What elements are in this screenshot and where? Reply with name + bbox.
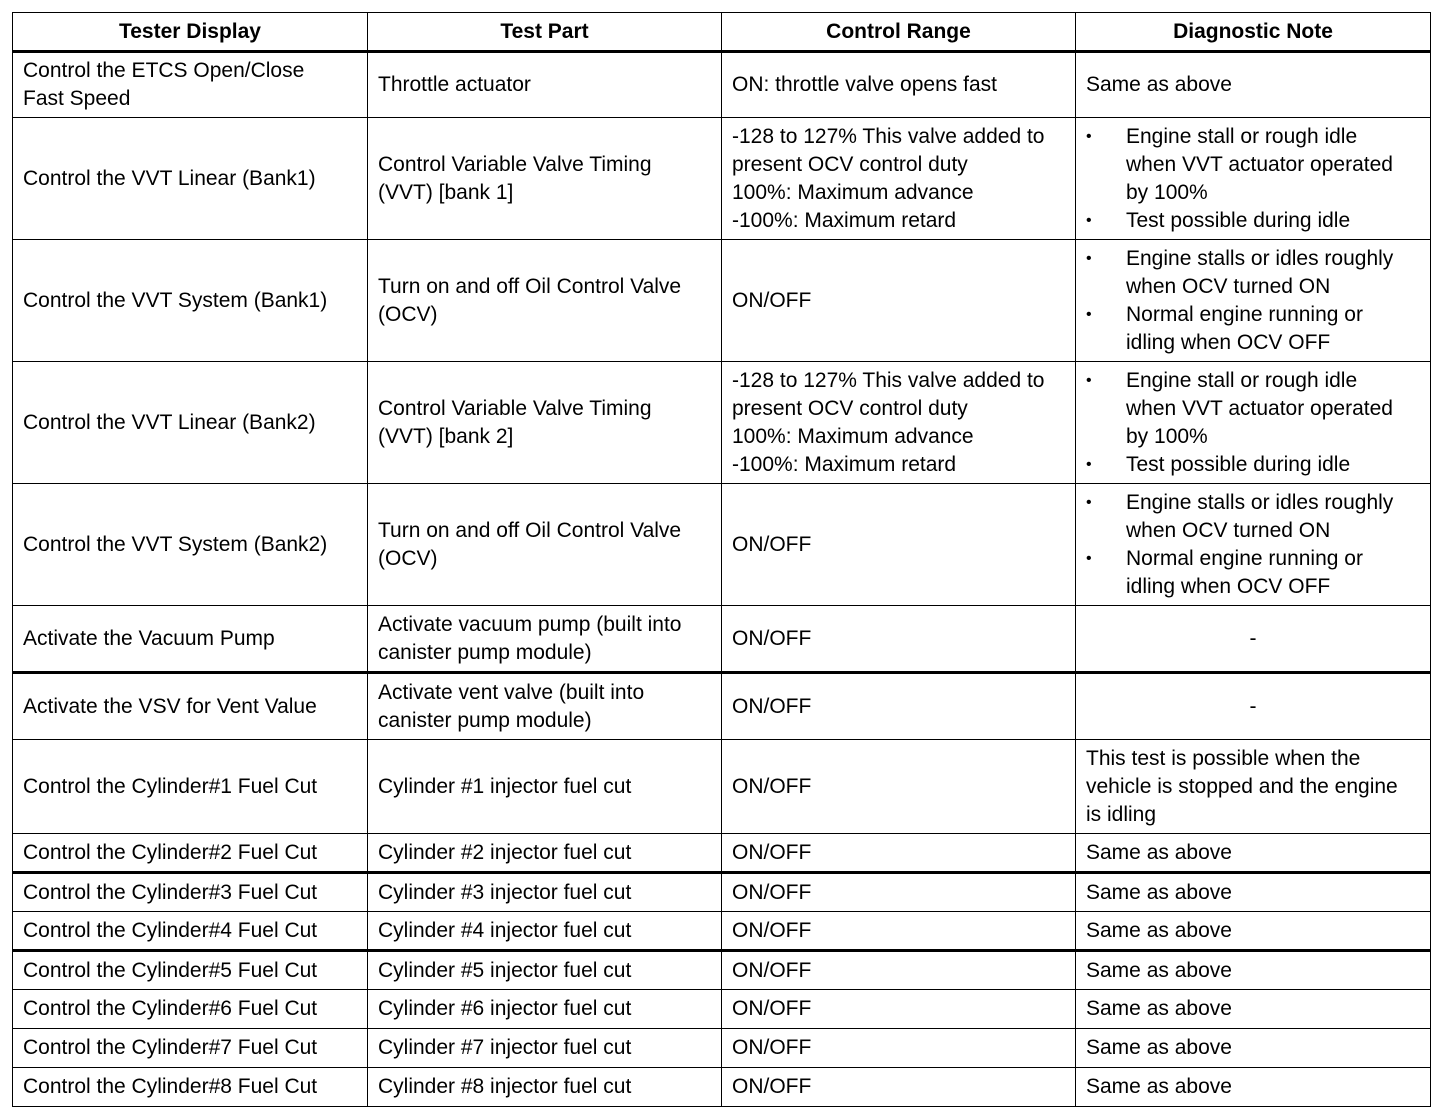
cell-control-range	[722, 240, 1076, 362]
cell-tester-display	[13, 1068, 368, 1107]
cell-tester-display	[13, 912, 368, 951]
cell-line: Activate the VSV for Vent Value	[23, 694, 317, 718]
cell-line: Control the ETCS Open/Close	[23, 59, 305, 82]
cell-tester-display	[13, 951, 368, 990]
cell-diagnostic-note	[1076, 52, 1431, 118]
cell-line: Same as above	[1086, 958, 1232, 982]
cell-control-range	[722, 834, 1076, 873]
cell-line: present OCV control duty	[732, 152, 968, 176]
cell-test-part	[368, 673, 722, 740]
cell-line: Same as above	[1086, 73, 1232, 96]
table-row	[13, 912, 1431, 951]
cell-line: ON/OFF	[732, 694, 812, 718]
cell-line: -128 to 127% This valve added to	[732, 124, 1045, 148]
cell-line: • Engine stall or rough idle	[1126, 124, 1358, 148]
cell-line: Activate vent valve (built into	[378, 680, 645, 704]
cell-control-range	[722, 1068, 1076, 1107]
cell-line: • Normal engine running or	[1126, 302, 1363, 326]
table-row	[13, 990, 1431, 1029]
cell-line: Control Variable Valve Timing	[378, 152, 652, 176]
cell-diagnostic-note	[1076, 240, 1431, 362]
cell-line: Activate vacuum pump (built into	[378, 612, 682, 636]
note-bullet-item	[1086, 451, 1420, 479]
cell-line: • Engine stall or rough idle	[1126, 368, 1358, 392]
cell-line: -100%: Maximum retard	[732, 208, 957, 232]
cell-tester-display	[13, 673, 368, 740]
table-row	[13, 673, 1431, 740]
cell-line: Control the VVT System (Bank1)	[23, 288, 328, 312]
cell-line: ON: throttle valve opens fast	[732, 73, 997, 96]
cell-line: 100%: Maximum advance	[732, 424, 974, 448]
cell-line: • Engine stalls or idles roughly	[1126, 246, 1394, 270]
cell-line: Control the Cylinder#7 Fuel Cut	[23, 1036, 318, 1059]
note-bullet-item	[1086, 367, 1420, 451]
cell-line: (OCV)	[378, 302, 438, 326]
cell-line: ON/OFF	[732, 997, 812, 1020]
cell-line: idling when OCV OFF	[1126, 330, 1331, 354]
cell-line: idling when OCV OFF	[1126, 574, 1331, 598]
cell-line: when OCV turned ON	[1126, 518, 1331, 542]
cell-test-part	[368, 52, 722, 118]
table-body	[13, 52, 1431, 1107]
cell-line: Cylinder #4 injector fuel cut	[378, 918, 632, 942]
cell-line: is idling	[1086, 802, 1157, 826]
cell-line: ON/OFF	[732, 840, 812, 864]
table-row	[13, 951, 1431, 990]
cell-diagnostic-note	[1076, 740, 1431, 834]
cell-tester-display	[13, 240, 368, 362]
cell-line: This test is possible when the	[1086, 746, 1361, 770]
cell-line: -	[1249, 626, 1257, 650]
cell-line: Cylinder #6 injector fuel cut	[378, 997, 632, 1020]
cell-control-range	[722, 484, 1076, 606]
cell-test-part	[368, 990, 722, 1029]
cell-line: Control the Cylinder#2 Fuel Cut	[23, 840, 318, 864]
cell-diagnostic-note	[1076, 951, 1431, 990]
cell-line: ON/OFF	[732, 532, 812, 556]
cell-line: Same as above	[1086, 840, 1232, 864]
note-bullet-list	[1086, 123, 1420, 235]
cell-tester-display	[13, 740, 368, 834]
cell-tester-display	[13, 606, 368, 673]
cell-line: Cylinder #2 injector fuel cut	[378, 840, 632, 864]
cell-line: -	[1249, 694, 1257, 718]
cell-line: Activate the Vacuum Pump	[23, 626, 275, 650]
cell-line: Control the Cylinder#6 Fuel Cut	[23, 997, 318, 1020]
table-row	[13, 873, 1431, 912]
cell-line: (OCV)	[378, 546, 438, 570]
cell-line: ON/OFF	[732, 918, 812, 942]
table-row	[13, 240, 1431, 362]
cell-tester-display	[13, 873, 368, 912]
cell-line: Cylinder #3 injector fuel cut	[378, 880, 632, 904]
cell-line: (VVT) [bank 1]	[378, 180, 514, 204]
cell-diagnostic-note	[1076, 606, 1431, 673]
cell-line: Control the Cylinder#3 Fuel Cut	[23, 880, 318, 904]
cell-line: by 100%	[1126, 424, 1208, 448]
table-row	[13, 740, 1431, 834]
cell-line: Same as above	[1086, 1036, 1232, 1059]
note-bullet-item	[1086, 123, 1420, 207]
cell-line: • Test possible during idle	[1126, 208, 1351, 232]
cell-control-range	[722, 606, 1076, 673]
table-row	[13, 606, 1431, 673]
header-row	[13, 13, 1431, 52]
header-test-part: Test Part	[368, 13, 722, 52]
cell-test-part	[368, 1029, 722, 1068]
cell-line: Same as above	[1086, 997, 1232, 1020]
cell-line: ON/OFF	[732, 1036, 812, 1059]
cell-line: Control the Cylinder#1 Fuel Cut	[23, 774, 318, 798]
cell-line: Control the Cylinder#8 Fuel Cut	[23, 1075, 318, 1098]
cell-line: present OCV control duty	[732, 396, 968, 420]
cell-line: when VVT actuator operated	[1126, 396, 1393, 420]
cell-tester-display	[13, 484, 368, 606]
cell-line: Control the Cylinder#4 Fuel Cut	[23, 918, 318, 942]
cell-line: Fast Speed	[23, 87, 131, 110]
cell-test-part	[368, 834, 722, 873]
cell-diagnostic-note	[1076, 484, 1431, 606]
cell-tester-display	[13, 118, 368, 240]
table-row	[13, 484, 1431, 606]
cell-line: Same as above	[1086, 918, 1232, 942]
cell-line: Control Variable Valve Timing	[378, 396, 652, 420]
cell-control-range	[722, 118, 1076, 240]
cell-line: ON/OFF	[732, 774, 812, 798]
cell-line: (VVT) [bank 2]	[378, 424, 514, 448]
table-row	[13, 834, 1431, 873]
cell-line: ON/OFF	[732, 626, 812, 650]
cell-line: ON/OFF	[732, 288, 812, 312]
cell-control-range	[722, 990, 1076, 1029]
cell-line: canister pump module)	[378, 640, 592, 664]
cell-diagnostic-note	[1076, 1029, 1431, 1068]
note-bullet-item	[1086, 545, 1420, 601]
cell-test-part	[368, 951, 722, 990]
cell-tester-display	[13, 52, 368, 118]
cell-line: Turn on and off Oil Control Valve	[378, 518, 682, 542]
cell-control-range	[722, 362, 1076, 484]
cell-line: Cylinder #1 injector fuel cut	[378, 774, 632, 798]
cell-line: -100%: Maximum retard	[732, 452, 957, 476]
cell-test-part	[368, 912, 722, 951]
cell-line: vehicle is stopped and the engine	[1086, 774, 1398, 798]
diagnostic-table	[12, 12, 1431, 1107]
cell-line: Turn on and off Oil Control Valve	[378, 274, 682, 298]
cell-test-part	[368, 118, 722, 240]
cell-line: ON/OFF	[732, 1075, 812, 1098]
note-bullet-item	[1086, 489, 1420, 545]
cell-test-part	[368, 362, 722, 484]
header-control-range: Control Range	[722, 13, 1076, 52]
cell-test-part	[368, 240, 722, 362]
note-bullet-list	[1086, 489, 1420, 601]
cell-line: -128 to 127% This valve added to	[732, 368, 1045, 392]
cell-control-range	[722, 912, 1076, 951]
cell-line: • Engine stalls or idles roughly	[1126, 490, 1394, 514]
cell-line: Control the VVT Linear (Bank2)	[23, 410, 316, 434]
cell-diagnostic-note	[1076, 912, 1431, 951]
cell-test-part	[368, 1068, 722, 1107]
note-bullet-list	[1086, 367, 1420, 479]
cell-diagnostic-note	[1076, 873, 1431, 912]
cell-line: Cylinder #5 injector fuel cut	[378, 958, 632, 982]
header-tester-display: Tester Display	[13, 13, 368, 52]
cell-control-range	[722, 951, 1076, 990]
cell-line: Throttle actuator	[378, 73, 531, 96]
cell-line: Control the Cylinder#5 Fuel Cut	[23, 958, 318, 982]
cell-line: 100%: Maximum advance	[732, 180, 974, 204]
note-bullet-list	[1086, 245, 1420, 357]
cell-diagnostic-note	[1076, 673, 1431, 740]
note-bullet-item	[1086, 245, 1420, 301]
cell-line: Control the VVT System (Bank2)	[23, 532, 328, 556]
cell-control-range	[722, 1029, 1076, 1068]
cell-line: ON/OFF	[732, 880, 812, 904]
cell-line: when VVT actuator operated	[1126, 152, 1393, 176]
cell-tester-display	[13, 1029, 368, 1068]
table-row	[13, 118, 1431, 240]
cell-diagnostic-note	[1076, 990, 1431, 1029]
cell-tester-display	[13, 834, 368, 873]
cell-diagnostic-note	[1076, 1068, 1431, 1107]
cell-tester-display	[13, 362, 368, 484]
cell-control-range	[722, 873, 1076, 912]
cell-control-range	[722, 740, 1076, 834]
cell-test-part	[368, 484, 722, 606]
table-row	[13, 1068, 1431, 1107]
cell-test-part	[368, 740, 722, 834]
cell-line: • Test possible during idle	[1126, 452, 1351, 476]
cell-line: Cylinder #7 injector fuel cut	[378, 1036, 632, 1059]
cell-test-part	[368, 873, 722, 912]
cell-line: canister pump module)	[378, 708, 592, 732]
cell-line: Control the VVT Linear (Bank1)	[23, 166, 316, 190]
note-bullet-item	[1086, 207, 1420, 235]
cell-tester-display	[13, 990, 368, 1029]
cell-control-range	[722, 52, 1076, 118]
cell-line: Same as above	[1086, 880, 1232, 904]
cell-line: • Normal engine running or	[1126, 546, 1363, 570]
cell-control-range	[722, 673, 1076, 740]
cell-test-part	[368, 606, 722, 673]
note-bullet-item	[1086, 301, 1420, 357]
cell-diagnostic-note	[1076, 118, 1431, 240]
table-row	[13, 1029, 1431, 1068]
cell-line: Cylinder #8 injector fuel cut	[378, 1075, 632, 1098]
cell-line: Same as above	[1086, 1075, 1232, 1098]
table-row	[13, 362, 1431, 484]
cell-diagnostic-note	[1076, 834, 1431, 873]
cell-line: ON/OFF	[732, 958, 812, 982]
cell-line: when OCV turned ON	[1126, 274, 1331, 298]
cell-diagnostic-note	[1076, 362, 1431, 484]
table-row	[13, 52, 1431, 118]
cell-line: by 100%	[1126, 180, 1208, 204]
header-diagnostic-note: Diagnostic Note	[1076, 13, 1431, 52]
